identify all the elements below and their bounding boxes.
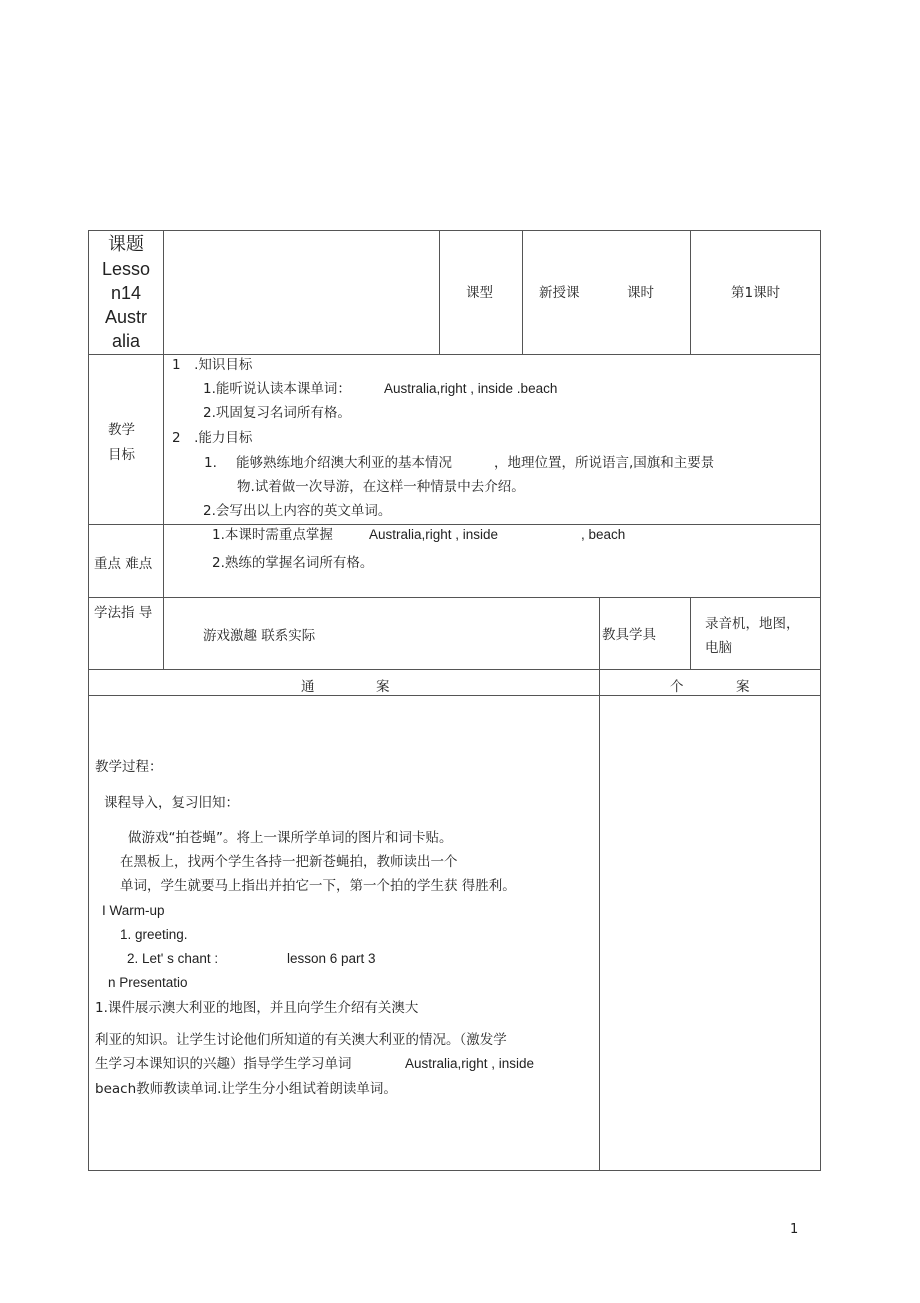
- warmup-chant-a: 2. Let' s chant :: [127, 951, 219, 966]
- personal-plan-header-a: 个: [670, 679, 684, 695]
- presentation-line-3a: 生学习本课知识的兴趣）指导学生学习单词: [95, 1056, 352, 1072]
- objective-2-1-c: 物.试着做一次导游，在这样一种情景中去介绍。: [237, 479, 525, 495]
- period-label: 课时: [627, 285, 654, 301]
- warmup-heading: I Warm-up: [102, 903, 165, 918]
- objective-2-2: 2.会写出以上内容的英文单词。: [203, 503, 392, 519]
- period-value: 第1课时: [731, 285, 781, 301]
- objective-1-1-prefix: 1.能听说认读本课单词：: [203, 381, 351, 397]
- common-plan-header-b: 案: [376, 679, 390, 695]
- process-game-line-2: 在黑板上，找两个学生各持一把新苍蝇拍，教师读出一个: [120, 854, 458, 870]
- tools-label: 教具学具: [602, 627, 656, 643]
- objective-2-1-number: 1.: [204, 455, 217, 471]
- method-label: 学法指 导: [94, 605, 153, 621]
- topic-line: Lesso: [101, 259, 151, 279]
- objective-2-1-a: 能够熟练地介绍澳大利亚的基本情况: [236, 455, 452, 471]
- method-value: 游戏激趣 联系实际: [203, 628, 316, 644]
- key-point-1-b: Australia,right , inside: [369, 527, 499, 542]
- ability-goal-heading: 2 .能力目标: [172, 430, 253, 446]
- page-number: 1: [790, 1222, 799, 1237]
- topic-label: 课题: [108, 234, 144, 255]
- presentation-line-2: 利亚的知识。让学生讨论他们所知道的有关澳大利亚的情况。（激发学: [95, 1032, 507, 1048]
- process-intro: 课程导入，复习旧知：: [104, 795, 239, 811]
- topic-line: n14: [110, 283, 142, 303]
- tools-line-2: 电脑: [705, 640, 732, 656]
- process-game-line-3: 单词，学生就要马上指出并拍它一下，第一个拍的学生获 得胜利。: [120, 878, 516, 894]
- tools-line-1: 录音机，地图，: [705, 616, 800, 632]
- key-point-2: 2.熟练的掌握名词所有格。: [212, 555, 374, 571]
- topic-line: alia: [111, 331, 141, 351]
- common-plan-header-a: 通: [301, 679, 315, 695]
- objectives-label-1: 教学: [108, 422, 135, 438]
- key-point-1-a: 1.本课时需重点掌握: [212, 527, 333, 543]
- lesson-type-value: 新授课: [539, 285, 580, 301]
- topic-line: Austr: [104, 307, 147, 327]
- objective-1-2: 2.巩固复习名词所有格。: [203, 405, 351, 421]
- lesson-type-label: 课型: [466, 285, 493, 301]
- presentation-line-1: 1.课件展示澳大利亚的地图，并且向学生介绍有关澳大: [95, 1000, 419, 1016]
- presentation-line-3b: Australia,right , inside: [405, 1056, 535, 1071]
- knowledge-goal-heading: 1 .知识目标: [172, 357, 253, 373]
- process-game-line-1: 做游戏“拍苍蝇”。将上一课所学单词的图片和词卡贴。: [128, 830, 453, 846]
- presentation-line-4: beach教师教读单词.让学生分小组试着朗读单词。: [95, 1081, 397, 1097]
- topic-cell: [89, 233, 163, 353]
- objective-2-1-b: ，地理位置，所说语言,国旗和主要景: [494, 455, 715, 471]
- personal-plan-header-b: 案: [736, 679, 750, 695]
- presentation-heading: n Presentatio: [108, 975, 188, 990]
- warmup-greeting: 1. greeting.: [120, 927, 188, 942]
- warmup-chant-b: lesson 6 part 3: [287, 951, 376, 966]
- process-title: 教学过程：: [95, 759, 163, 775]
- key-points-label: 重点 难点: [94, 556, 153, 572]
- objective-1-1-words: Australia,right , inside .beach: [384, 381, 558, 396]
- objectives-label-2: 目标: [108, 447, 135, 463]
- key-point-1-c: , beach: [581, 527, 626, 542]
